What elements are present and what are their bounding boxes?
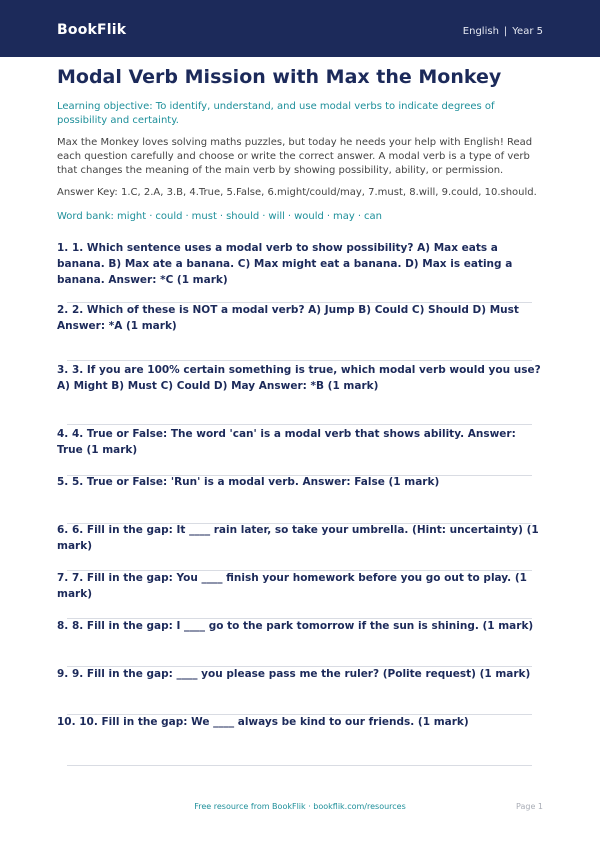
footer-divider xyxy=(67,765,532,766)
question-item: 8. 8. Fill in the gap: I ____ go to the park tomorrow if the sun is shining. (1 mark) xyxy=(57,620,534,632)
question-item: 6. 6. Fill in the gap: It ____ rain later, so take your umbrella. (Hint: uncertainty) (1 mark) xyxy=(57,524,539,552)
footer-link[interactable]: Free resource from BookFlik · bookflik.com/resources xyxy=(194,802,406,811)
word-bank-separator: · xyxy=(262,211,266,222)
word-bank-separator: · xyxy=(326,211,331,222)
question-item: 4. 4. True or False: The word 'can' is a modal verb that shows ability. Answer: True (1 mark) xyxy=(57,428,516,456)
question-item: 3. 3. If you are 100% certain something is true, which modal verb would you use? A) Might B) Must C) Could D) May Answer: *B (1 mark) xyxy=(57,364,541,392)
header-meta xyxy=(463,26,543,37)
word-bank-word: may xyxy=(333,211,355,222)
question-item: 9. 9. Fill in the gap: ____ you please pass me the ruler? (Polite request) (1 mark) xyxy=(57,668,531,680)
page-title: Modal Verb Mission with Max the Monkey xyxy=(57,66,502,88)
word-bank-separator: · xyxy=(185,211,189,222)
word-bank-label: Word bank: xyxy=(57,211,114,222)
year-label: Year 5 xyxy=(512,26,543,37)
page-number: Page 1 xyxy=(516,802,543,811)
word-bank-separator: · xyxy=(357,211,362,222)
word-bank-word: must xyxy=(191,211,217,222)
learning-objective: Learning objective: To identify, understand, and use modal verbs to indicate degrees of possibility and certainty. xyxy=(57,101,495,126)
intro-paragraph: Max the Monkey loves solving maths puzzles, but today he needs your help with English! Read each question carefully and choose or write the correct answer. A modal verb is a type of verb that changes the meaning of the main verb by showing possibility, ability, or permission. xyxy=(57,137,533,176)
word-bank-separator: · xyxy=(219,211,224,222)
question-item: 2. 2. Which of these is NOT a modal verb? A) Jump B) Could C) Should D) Must Answer: *A (1 mark) xyxy=(57,304,519,332)
word-bank-word: will xyxy=(268,211,285,222)
subject-label: English xyxy=(462,26,499,37)
word-bank-list xyxy=(117,211,382,222)
word-bank-word: might xyxy=(117,211,147,222)
answer-key: Answer Key: 1.C, 2.A, 3.B, 4.True, 5.False, 6.might/could/may, 7.must, 8.will, 9.could, 10.should. xyxy=(57,187,537,198)
page-header xyxy=(0,0,600,57)
word-bank-separator: · xyxy=(149,211,153,222)
word-bank-word: could xyxy=(155,211,183,222)
brand-logo-text[interactable]: BookFlik xyxy=(57,22,127,38)
question-item: 7. 7. Fill in the gap: You ____ finish your homework before you go out to play. (1 mark) xyxy=(57,572,527,600)
word-bank xyxy=(57,210,543,224)
answer-line xyxy=(67,360,532,361)
header-separator: | xyxy=(503,26,508,37)
word-bank-word: would xyxy=(294,211,324,222)
word-bank-word: should xyxy=(226,211,260,222)
question-item: 5. 5. True or False: 'Run' is a modal verb. Answer: False (1 mark) xyxy=(57,476,440,488)
question-item: 1. 1. Which sentence uses a modal verb to show possibility? A) Max eats a banana. B) Max ate a banana. C) Max might eat a banana. D) Max is eating a banana. Answer: *C (1 mark) xyxy=(57,242,513,286)
word-bank-word: can xyxy=(364,211,382,222)
question-item: 10. 10. Fill in the gap: We ____ always be kind to our friends. (1 mark) xyxy=(57,716,469,728)
word-bank-separator: · xyxy=(287,211,292,222)
answer-line xyxy=(67,424,532,425)
worksheet-intro xyxy=(57,66,543,224)
